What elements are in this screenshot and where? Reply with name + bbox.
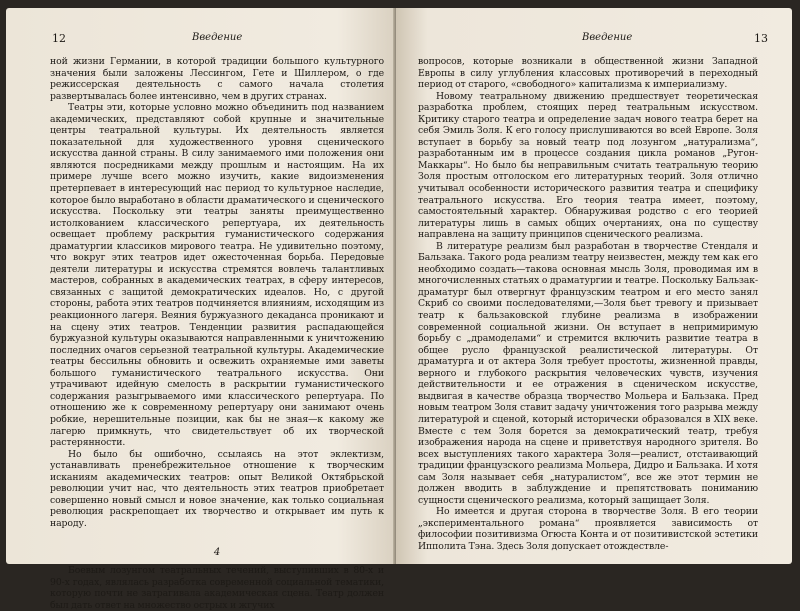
right-page bbox=[396, 8, 792, 564]
paragraph: Но имеется и другая сторона в творчестве Золя. В его теории „экспериментального романа“ проявляется зависимость от философии позитивизма Огюста Конта и от позитивистской эстетики Ипполита Тэна. Здесь Золя допускает отождествле- bbox=[418, 506, 758, 552]
section-spacer bbox=[50, 529, 384, 539]
left-page-number: 12 bbox=[52, 32, 66, 45]
left-running-head: Введение bbox=[192, 32, 243, 43]
right-running-head: Введение bbox=[582, 32, 633, 43]
paragraph: Боевым лозунгом театральных течений, выступивших в 80-х и 90-х годах, являлась разработка современной социальной тематики, которую почти не затрагивала академическая сцена. Театр должен был дать ответ на множество острых и жгучих bbox=[50, 564, 384, 611]
paragraph: вопросов, которые возникали в общественной жизни Западной Европы в силу углубления классовых противоречий в переходный период от старого, «свободного» капитализма к империализму. bbox=[418, 56, 758, 91]
paragraph: ной жизни Германии, в которой традиции большого культурного значения были заложены Лессингом, Гете и Шиллером, о где режиссерская деятельность с самого начала столетия развертывалась более интенсивно, чем в других странах. bbox=[50, 56, 384, 102]
section-number: 4 bbox=[213, 547, 221, 559]
right-body-text bbox=[418, 56, 758, 553]
paragraph: Театры эти, которые условно можно объединить под названием академических, представляют собой крупные и значительные центры театральной культуры. Их деятельность является показательной для художественного уровня сценического искусства данной страны. В силу занимаемого ими положения они являются посредниками между прошлым и настоящим. На их примере лучше всего можно изучить, какие видоизменения претерпевает в интересующий нас период то культурное наследие, которое было выработано в области драматического и сценического искусства. Поскольку эти театры заняты преимущественно истолкованием классического репертуара, их деятельность освещает проблему раскрытия гуманистического содержания драматургии классиков мирового театра. Не удивительно поэтому, что вокруг этих театров идет ожесточенная борьба. Передовые деятели литературы и искусства стремятся вовлечь талантливых мастеров, собранных в академических театрах, в сферу интересов, связанных с защитой демократических идеалов. Но, с другой стороны, работа этих театров подчиняется влияниям, исходящим из реакционного лагеря. Веяния буржуазного декаданса проникают и на сцену этих театров. Тенденции развития распадающейся буржуазной культуры оказываются направленными к уничтожению последних очагов серьезной театральной культуры. Академические театры бессильны обновить и освежить охраняемые ими заветы большого гуманистического театрального искусства. Они утрачивают идейную смелость в раскрытии гуманистического содержания разыгрываемого ими классического репертуара. По отношению же к современному репертуару они занимают очень робкие, нерешительные позиции, как бы не зная—к какому же лагерю примкнуть, что свидетельствует об их творческой растерянности. bbox=[50, 102, 384, 449]
paragraph: Новому театральному движению предшествует теоретическая разработка проблем, стоящих перед театральным искусством. Критику старого театра и определение задач нового театра берет на себя Эмиль Золя. К его голосу прислушиваются во всей Европе. Золя вступает в борьбу за новый театр под лозунгом „натурализма“, разработанным им в процессе создания цикла романов „Ругон-Маккары“. Но было бы неправильным считать театральную теорию Золя простым отголоском его литературных теорий. Золя отлично учитывал особенности исторического развития театра и специфику театрального искусства. Его теория театра имеет, поэтому, самостоятельный характер. Обнаруживая родство с его теорией литературы лишь в самых общих очертаниях, она по существу направлена на защиту принципов сценического реализма. bbox=[418, 90, 758, 241]
paragraph: В литературе реализм был разработан в творчестве Стендаля и Бальзака. Такого рода реализм театру неизвестен, между тем как его необходимо создать—такова основная мысль Золя, проводимая им в многочисленных статьях о драматургии и театре. Поскольку Бальзак-драматург был отвергнут французским театром и его место занял Скриб со своими последователями,—Золя бьет тревогу и призывает театр к бальзаковской глубине реализма в изображении современной социальной жизни. Он вступает в непримиримую борьбу с „драмоделами“ и стремится включить развитие театра в общее русло французской реалистической литературы. От драматурга и от актера Золя требует простоты, жизненной правды, верного и глубокого раскрытия человеческих чувств, изучения действительности и ее отражения в сценическом искусстве, выдвигая в качестве образца творчество Мольера и Бальзака. Пред новым театром Золя ставит задачу уничтожения того разрыва между литературой и сценой, который исторически образовался в XIX веке. Вместе с тем Золя борется за демократический театр, требуя изображения народа на сцене и приветствуя народного зрителя. Во всех выступлениях такого характера Золя—реалист, отстаивающий традиции французского реализма Мольера, Дидро и Бальзака. И хотя сам Золя называет себя „натуралистом“, все же этот термин не должен вводить в заблуждение и препятствовать пониманию сущности сценического реализма, который защищает Золя. bbox=[418, 240, 758, 506]
left-body-text bbox=[50, 56, 384, 611]
right-page-number: 13 bbox=[754, 32, 768, 45]
left-page bbox=[6, 8, 396, 611]
paragraph: Но было бы ошибочно, ссылаясь на этот эклектизм, устанавливать пренебрежительное отношение к творческим исканиям академических театров: опыт Великой Октябрьской революции учит нас, что деятельность этих театров приобретает совершенно новый смысл и новое значение, как только социальная революция раскрепощает их творчество и открывает им путь к народу. bbox=[50, 448, 384, 529]
